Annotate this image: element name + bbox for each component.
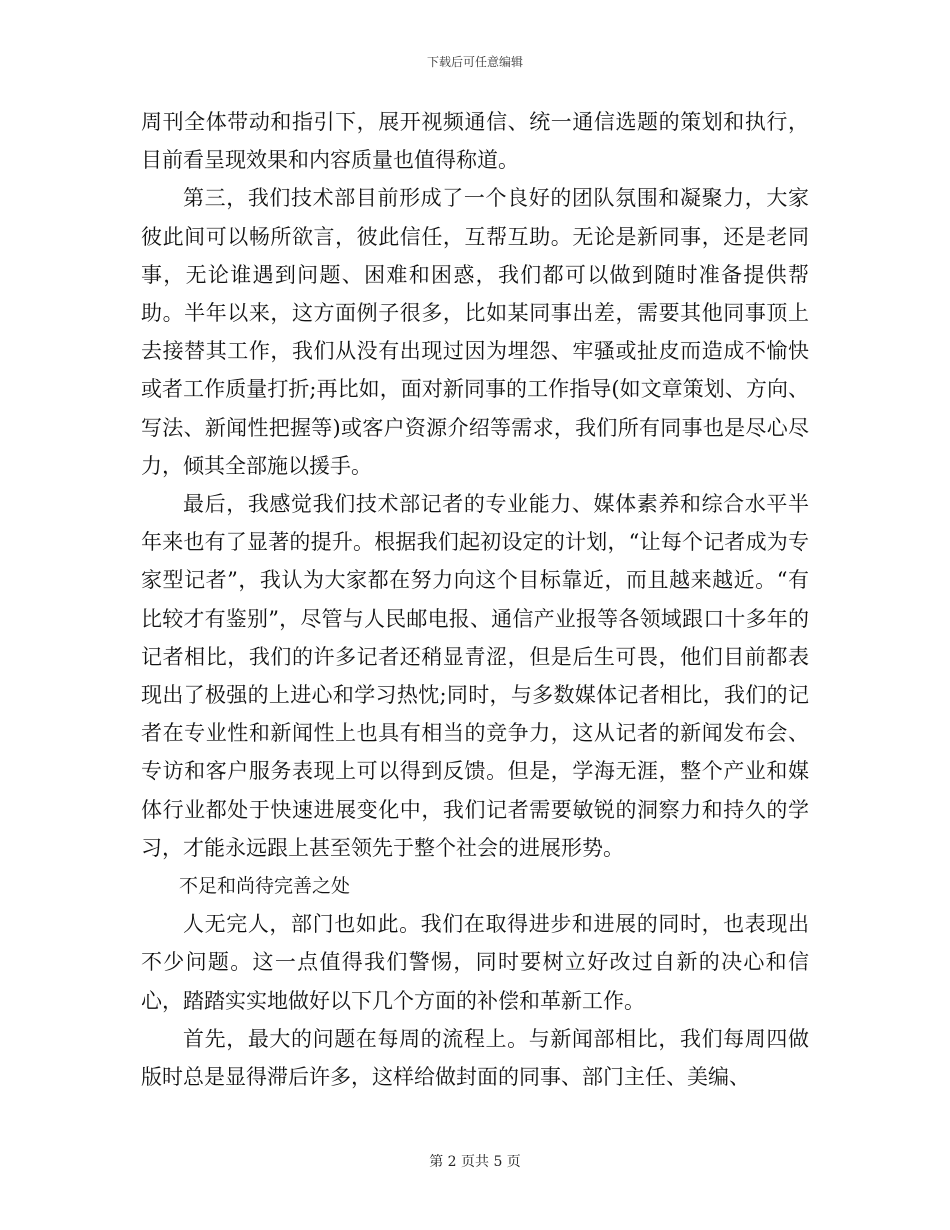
page-footer: 第 2 页共 5 页 — [429, 1154, 521, 1170]
document-body — [141, 103, 809, 1096]
paragraph-continuation: 周刊全体带动和指引下，展开视频通信、统一通信选题的策划和执行，目前看呈现效果和内容质量也值得称道。 — [141, 110, 809, 173]
page-header: 下载后可任意编辑 — [426, 55, 523, 69]
paragraph-reporter-skills: 最后，我感觉我们技术部记者的专业能力、媒体素养和综合水平半年来也有了显著的提升。根据我们起初设定的计划，“让每个记者成为专家型记者”，我认为大家都在努力向这个目标靠近，而且越来越近。“有比较才有鉴别”，尽管与人民邮电报、通信产业报等各领域跟口十多年的记者相比，我们的许多记者还稍显青涩，但是后生可畏，他们目前都表现出了极强的上进心和学习热忱;同时，与多数媒体记者相比，我们的记者在专业性和新闻性上也具有相当的竞争力，这从记者的新闻发布会、专访和客户服务表现上可以得到反馈。但是，学海无涯，整个产业和媒体行业都处于快速进展变化中，我们记者需要敏锐的洞察力和持久的学习，才能永远跟上甚至领先于整个社会的进展形势。 — [141, 492, 809, 860]
section-heading-shortcomings: 不足和尚待完善之处 — [179, 875, 351, 898]
paragraph-team-atmosphere: 第三，我们技术部目前形成了一个良好的团队氛围和凝聚力，大家彼此间可以畅所欲言，彼此信任，互帮互助。无论是新同事，还是老同事，无论谁遇到问题、困难和困惑，我们都可以做到随时准备提供帮助。半年以来，这方面例子很多，比如某同事出差，需要其他同事顶上去接替其工作，我们从没有出现过因为埋怨、牢骚或扯皮而造成不愉快或者工作质量打折;再比如，面对新同事的工作指导(如文章策划、方向、写法、新闻性把握等)或客户资源介绍等需求，我们所有同事也是尽心尽力，倾其全部施以援手。 — [141, 186, 809, 478]
paragraph-workflow-problem: 首先，最大的问题在每周的流程上。与新闻部相比，我们每周四做版时总是显得滞后许多，这样给做封面的同事、部门主任、美编、 — [141, 1026, 809, 1090]
paragraph-shortcomings-intro: 人无完人，部门也如此。我们在取得进步和进展的同时，也表现出不少问题。这一点值得我们警惕，同时要树立好改过自新的决心和信心，踏踏实实地做好以下几个方面的补偿和革新工作。 — [141, 912, 809, 1013]
